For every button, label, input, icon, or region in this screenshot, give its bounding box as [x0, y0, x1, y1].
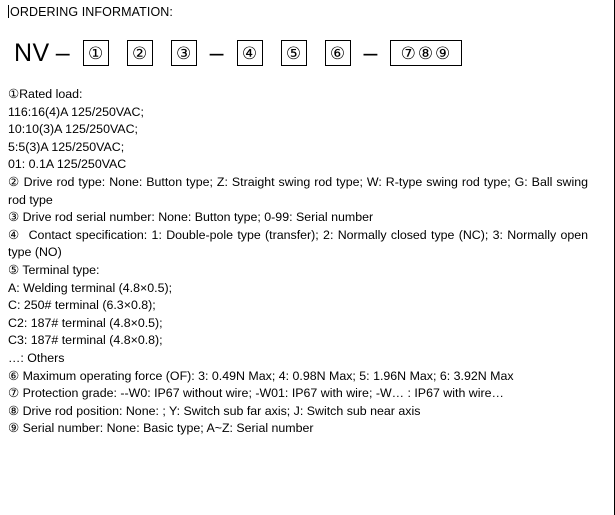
code-box-5 [281, 40, 307, 66]
section-4 [8, 227, 588, 262]
section-5-line-5: …: Others [8, 350, 65, 365]
section-2 [8, 174, 588, 209]
code-box-4 [237, 40, 263, 66]
page-title [8, 5, 173, 19]
page-title-text: ORDERING INFORMATION: [10, 5, 173, 19]
section-7-text: Protection grade: --W0: IP67 without wire; -W01: IP67 with wire; -W… : IP67 with wire… [22, 386, 504, 401]
section-7-marker: ⑦ [8, 386, 20, 401]
code-prefix: NV [14, 38, 50, 67]
section-5-line-3: C2: 187# terminal (4.8×0.5); [8, 315, 163, 330]
section-3-marker: ③ [8, 210, 20, 225]
ordering-details [8, 86, 588, 438]
section-5-lines [8, 280, 588, 368]
section-6-text: Maximum operating force (OF): 3: 0.49N Max; 4: 0.98N Max; 5: 1.96N Max; 6: 3.92N Max [22, 368, 514, 383]
section-6 [8, 368, 588, 386]
code-box-1-label: ① [88, 43, 104, 63]
section-8-text: Drive rod position: None: ; Y: Switch sub far axis; J: Switch sub near axis [22, 403, 421, 418]
section-4-marker: ④ [8, 227, 20, 242]
section-5-title: Terminal type: [22, 262, 100, 277]
section-3-text: Drive rod serial number: None: Button type; 0-99: Serial number [22, 210, 374, 225]
section-9-text: Serial number: None: Basic type; A~Z: Serial number [22, 421, 314, 436]
code-box-789 [390, 40, 462, 66]
code-box-4-label: ④ [241, 43, 258, 63]
section-6-marker: ⑥ [8, 368, 20, 383]
code-box-2-label: ② [132, 43, 148, 63]
section-5-header [8, 262, 588, 280]
section-4-text: Contact specification: 1: Double-pole type (transfer); 2: Normally closed type (NC); 3: Normally open type (NO) [8, 227, 589, 260]
section-5-marker: ⑤ [8, 262, 20, 277]
section-5-line-1: A: Welding terminal (4.8×0.5); [8, 280, 173, 295]
section-2-marker: ② [8, 174, 20, 189]
section-1-lines [8, 104, 588, 174]
code-box-6-label: ⑥ [329, 43, 346, 63]
section-3 [8, 209, 588, 227]
section-2-text: Drive rod type: None: Button type; Z: Straight swing rod type; W: R-type swing rod type; G: Ball swing rod type [8, 174, 588, 207]
section-1-line-4: 01: 0.1A 125/250VAC [8, 157, 127, 172]
text-cursor [8, 5, 9, 18]
section-1-header [8, 86, 588, 104]
code-dash-3: – [363, 38, 378, 67]
section-1-line-1: 116:16(4)A 125/250VAC; [8, 104, 144, 119]
section-1-marker: ① [8, 87, 20, 101]
code-box-5-label: ⑤ [285, 43, 302, 63]
section-5-line-2: C: 250# terminal (6.3×0.8); [8, 298, 156, 313]
section-5-line-4: C3: 187# terminal (4.8×0.8); [8, 333, 163, 348]
section-1 [8, 86, 588, 174]
code-box-3 [171, 40, 197, 66]
code-dash-2: – [209, 38, 224, 67]
code-box-789-label: ⑦⑧⑨ [400, 43, 453, 63]
section-8 [8, 403, 588, 421]
section-5 [8, 262, 588, 368]
section-9-marker: ⑨ [8, 421, 20, 436]
section-1-line-3: 5:5(3)A 125/250VAC; [8, 139, 125, 154]
code-box-1 [83, 40, 109, 66]
section-9 [8, 420, 588, 438]
part-number-diagram [14, 33, 471, 73]
code-box-6 [325, 40, 351, 66]
section-1-line-2: 10:10(3)A 125/250VAC; [8, 122, 138, 137]
section-7 [8, 385, 588, 403]
section-8-marker: ⑧ [8, 403, 20, 418]
code-dash-1: – [55, 38, 70, 67]
section-1-title: Rated load: [19, 87, 83, 101]
code-box-2 [127, 40, 153, 66]
code-box-3-label: ③ [176, 43, 192, 63]
